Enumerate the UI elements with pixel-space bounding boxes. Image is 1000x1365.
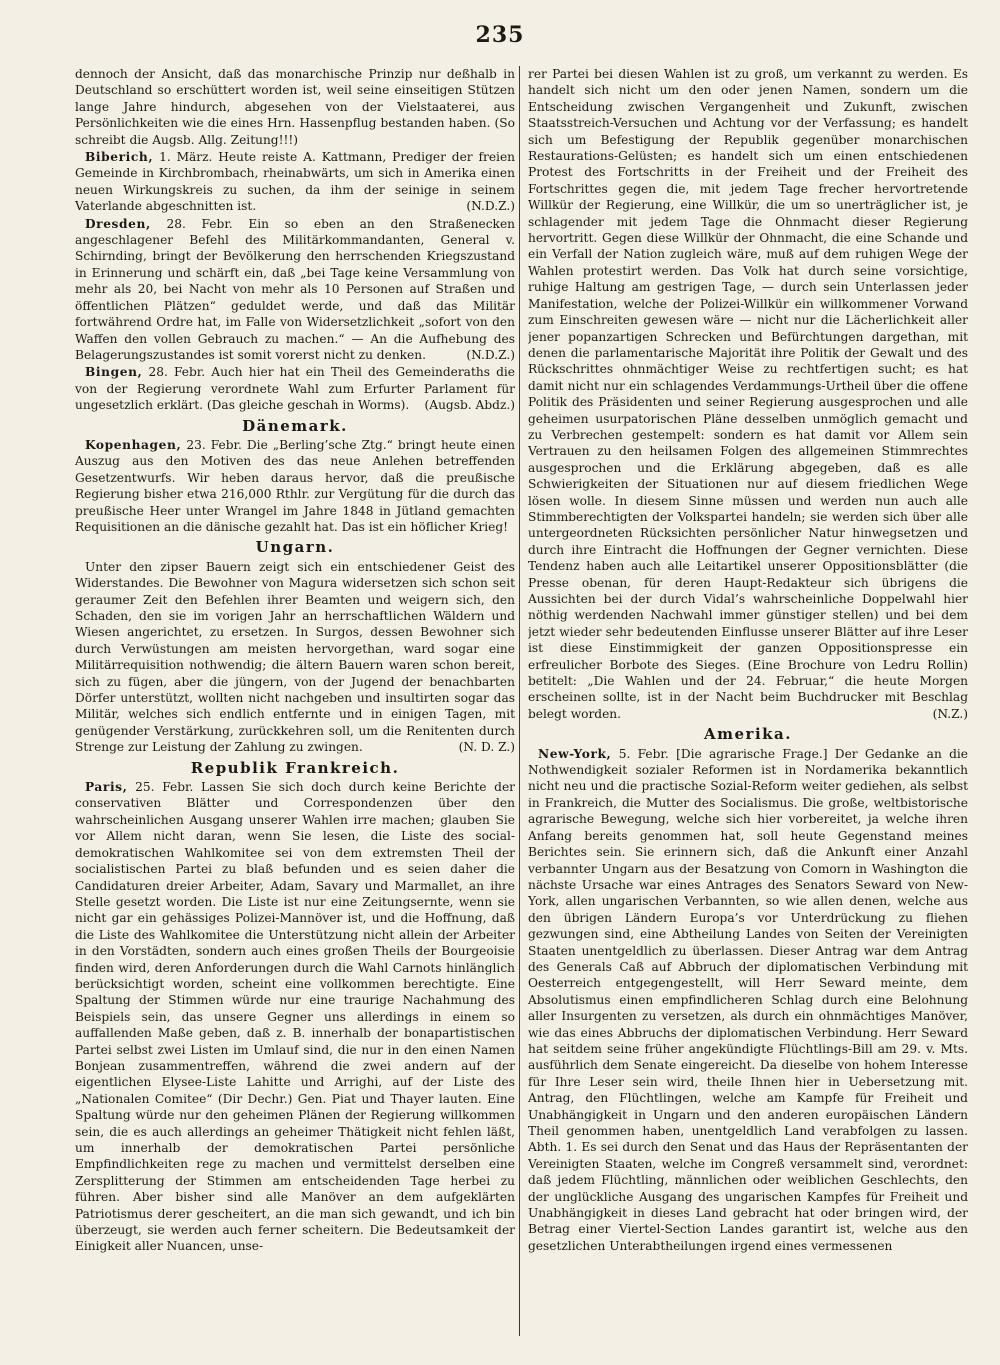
biberich-article bbox=[75, 149, 515, 215]
section-heading-daenemark: Dänemark. bbox=[242, 416, 348, 435]
newyork-article bbox=[528, 746, 968, 1255]
dateline-place: New-York, bbox=[538, 746, 612, 761]
article-text: 28. Febr. Ein so eben an den Straßenecken angeschlagener Befehl des Militärkommandanten, General v. Schirnding, bringt der Bevölkerung den herrschenden Kriegszustand in Erinnerung und schärft ein, daß „bei Tage keine Versammlung von mehr als 20, bei Nacht von mehr als 10 Personen auf Straßen und öffentlichen Plätzen“ geduldet werde, und daß das Militär fortwährend Ordre hat, im Falle von Widersetzlichkeit „sofort von den Waffen den vollen Gebrauch zu machen.“ — An die Aufhebung des Belagerungszustandes ist somit vorerst nicht zu denken. bbox=[75, 216, 515, 362]
article-text: 1. März. Heute reiste A. Kattmann, Prediger der freien Gemeinde in Kirchbrombach, rheinabwärts, um sich in Amerika einen neuen Wirkungskreis zu suchen, da ihm der seinige in seinem Vaterlande abgeschnitten ist. bbox=[75, 150, 515, 214]
dateline-place: Kopenhagen, bbox=[85, 437, 182, 452]
article-text: rer Partei bei diesen Wahlen ist zu groß, um verkannt zu werden. Es handelt sich nicht um den oder jenen Namen, sondern um die Entscheidung zwischen Vergangenheit und Zukunft, zwischen Staatsstreich-Versuchen und Achtung vor der Verfassung; es handelt sich um Befestigung der Republik gegenüber monarchischen Restaurations-Gelüsten; es handelt sich um einen entschiedenen Protest des Fortschritts in der Freiheit und der Freiheit des Fortschrittes gegen die, mit jedem Tage frecher hervortretende Willkür der Regierung, eine Willkür, die um so unerträglicher ist, je schlagender mit jedem Tage die Ohnmacht dieser Regierung hervortritt. Gegen diese Willkür der Ohnmacht, die eine Schande und ein Verfall der Nation zugleich wäre, muß auf dem ruhigen Wege der Wahlen protestirt werden. Das Volk hat durch seine vorsichtige, ruhige Haltung am gestrigen Tage, — durch sein Unterlassen jeder Manifestation, welche der Polizei-Willkür ein willkommener Vorwand zum Einschreiten gewesen wäre — nicht nur die Lächerlichkeit aller jener popanzartigen Schrecken und Befürchtungen dargethan, mit denen die parlamentarische Majorität ihre Politik der Gewalt und des Rückschrittes ohnmächtiger Weise zu rechtfertigen sucht; es hat damit nicht nur ein schlagendes Verdammungs-Urtheil über die offene Politik des Präsidenten und seiner Regierung ausgesprochen und alle geheimen usurpatorischen Pläne desselben unmöglich gemacht und zu Verbrechen gestempelt: sondern es hat damit vor Allem sein Vertrauen zu den heilsamen Folgen des allgemeinen Stimmrechtes ausgesprochen und die Erklärung abgegeben, daß es alle Schwierigkeiten der Situationen nur auf diesem friedlichen Wege lösen wolle. In diesem Sinne müssen und werden nun auch alle Stimmberechtigten der Volkspartei handeln; sie werden sich über alle untergeordneten Rücksichten persönlicher Natur hinwegsetzen und durch ihre Eintracht die Hoffnungen der Gegner vernichten. Diese Tendenz haben auch alle Leitartikel unserer Oppositionsblätter (die Presse obenan, für deren Haupt-Redakteur sich übrigens die Aussichten bei der durch Vidal’s wahrscheinliche Doppelwahl hier nöthig werdenden Nachwahl immer günstiger stellen) und bei dem jetzt wieder sehr bedeutenden Einflusse unserer Blätter auf ihre Leser ist diese Einstimmigkeit der ganzen Oppositionspresse ein erfreulicher Borbote des Sieges. (Eine Brochure von Ledru Rollin) betitelt: „Die Wahlen und der 24. Februar,“ die heute Morgen erscheinen sollte, ist in der Nacht beim Buchdrucker mit Beschlag belegt worden. bbox=[528, 67, 968, 721]
ungarn-article bbox=[75, 559, 515, 756]
dateline-place: Biberich, bbox=[85, 150, 154, 165]
article-source: (Augsb. Abdz.) bbox=[424, 398, 515, 413]
article-source: (N. D. Z.) bbox=[458, 740, 515, 755]
article-text: Unter den zipser Bauern zeigt sich ein entschiedener Geist des Widerstandes. Die Bewohner von Magura widersetzen sich schon seit geraumer Zeit den Befehlen ihrer Beamten und weigern sich, den Schaden, den sie im vorigen Jahr an herrschaftlichen Wäldern und Wiesen angerichtet, zu ersetzen. In Surgos, dessen Bewohner sich durch Verwüstungen am meisten hervorgethan, ward sogar eine Militärrequisition nothwendig; die ältern Bauern waren schon bereit, sich zu fügen, aber die jüngern, von der Jugend der benachbarten Dörfer unterstützt, wollten nicht nachgeben und insultirten sogar das Militär, welches sich endlich entfernte und in einigen Tagen, mit genügender Verstärkung, zurückkehren soll, um die Renitenten durch Strenge zur Leistung der Zahlung zu zwingen. bbox=[75, 559, 515, 755]
right-column bbox=[528, 66, 968, 1346]
left-continuation-paragraph: dennoch der Ansicht, daß das monarchische Prinzip nur deßhalb in Deutschland so erschüttert worden ist, weil seine einseitigen Stützen lange Jahre hindurch, abgesehen von der Vielstaaterei, aus Persönlichkeiten wie die eines Hrn. Hassenpflug bestanden haben. (So schreibt die Augsb. Allg. Zeitung!!!) bbox=[75, 67, 515, 147]
article-text: 28. Febr. Auch hier hat ein Theil des Gemeinderaths die von der Regierung verordnete Wahl zum Erfurter Parlament für ungesetzlich erklärt. (Das gleiche geschah in Worms). bbox=[75, 365, 515, 413]
right-continuation-paragraph bbox=[528, 66, 968, 722]
left-column bbox=[75, 66, 515, 1346]
page-number: 235 bbox=[475, 22, 525, 48]
dateline-place: Dresden, bbox=[85, 216, 151, 231]
article-source: (N.D.Z.) bbox=[466, 347, 515, 362]
section-heading-frankreich: Republik Frankreich. bbox=[190, 758, 400, 777]
bingen-article bbox=[75, 364, 515, 413]
dateline-place: Bingen, bbox=[85, 365, 143, 380]
article-text: 5. Febr. [Die agrarische Frage.] Der Gedanke an die Nothwendigkeit sozialer Reformen ist in Nordamerika bekanntlich nicht neu und die practische Sozial-Reform weiter gediehen, als selbst in Frankreich, die Mutter des Socialismus. Die große, weltbistorische agrarische Bewegung, welche sich hier vorbereitet, ja welche ihren Anfang bereits genommen hat, soll heute Gegenstand meines Berichtes sein. Sie erinnern sich, daß die Ankunft einer Anzahl verbannter Ungarn aus der Besatzung von Comorn in Washington die nächste Ursache war eines Antrages des Senators Seward von New-York, allen ungarischen Verbannten, so wie allen denen, welche aus den übrigen Ländern Europa’s vor Unterdrückung zu fliehen gezwungen sind, eine Abtheilung Landes von Seiten der Vereinigten Staaten unentgeldlich zu überlassen. Dieser Antrag war dem Antrag des Generals Caß auf Abbruch der diplomatischen Verbindung mit Oesterreich entgegengestellt, will Herr Seward meinte, dem Absolutismus einen empfindlicheren Schlag durch eine Belohnung aller Insurgenten zu versetzen, als durch ein ohnmächtiges Manöver, wie das eines Abbruchs der diplomatischen Verbindung. Herr Seward hat seitdem seine früher angekündigte Flüchtlings-Bill am 29. v. Mts. ausführlich dem Senate eingereicht. Da dieselbe von hohem Interesse für Ihre Leser sein wird, theile Ihnen hier in Uebersetzung mit. Antrag, den Flüchtlingen, welche am Kampfe für Freiheit und Unabhängigkeit in Ungarn und den anderen europäischen Ländern Theil genommen haben, unentgeldlich Land verabfolgen zu lassen. Abth. 1. Es sei durch den Senat und das Haus der Repräsentanten der Vereinigten Staaten, welche im Congreß versammelt sind, verordnet: daß jedem Flüchtling, männlichen oder weiblichen Geschlechts, den der unglückliche Ausgang des ungarischen Kampfes für Freiheit und Unabhängigkeit in dieses Land gebracht hat oder bringen wird, der Betrag einer Viertel-Section Landes garantirt ist, welche aus den gesetzlichen Unterabtheilungen irgend eines vermessenen bbox=[528, 746, 968, 1253]
article-source: (N.D.Z.) bbox=[466, 199, 515, 214]
column-divider bbox=[519, 66, 520, 1336]
dateline-place: Paris, bbox=[85, 780, 128, 795]
kopenhagen-article bbox=[75, 437, 515, 535]
paris-article bbox=[75, 779, 515, 1255]
section-heading-amerika: Amerika. bbox=[704, 725, 792, 744]
section-heading-ungarn: Ungarn. bbox=[255, 538, 335, 557]
article-source: (N.Z.) bbox=[932, 706, 968, 721]
article-text: 23. Febr. Die „Berling’sche Ztg.“ bringt heute einen Auszug aus den Motiven des das neue Anlehen betreffenden Gesetzentwurfs. Wir heben daraus hervor, daß die preußische Regierung bisher etwa 216,000 Rthlr. zur Vergütung für die durch das preußische Heer unter Wrangel im Jahre 1848 in Jütland gemachten Requisitionen an die dänische gezahlt hat. Das ist ein höflicher Krieg! bbox=[75, 437, 515, 534]
article-text: 25. Febr. Lassen Sie sich doch durch keine Berichte der conservativen Blätter und Correspondenzen über den wahrscheinlichen Ausgang unserer Wahlen irre machen; glauben Sie vor Allem nicht daran, wenn Sie lesen, die Liste des social-demokratischen Wahlkomitee sei von dem extremsten Theil der socialistischen Partei zu blaß befunden und es seien daher die Candidaturen dreier Arbeiter, Adam, Savary und Marmallet, an ihre Stelle gesetzt worden. Die Liste ist nur eine Zeitungsernte, wenn sie nicht gar ein gehässiges Polizei-Mannöver ist, und die Hoffnung, daß die Liste des Wahlkomitee die Unterstützung nicht allein der Arbeiter in den Vorstädten, sondern auch eines großen Theils der Bourgeoisie finden wird, deren Anforderungen durch die Wahl Carnots hinlänglich berücksichtigt worden, scheint eine vollkommen berechtigte. Eine Spaltung der Stimmen würde nur eine traurige Nachahmung des Beispiels sein, das unsere Gegner uns allerdings in einem so auffallenden Maße geben, daß z. B. innerhalb der bonapartistischen Partei selbst zwei Listen im Umlauf sind, die nur in den einen Namen Bonjean zusammentreffen, während die zwei andern auf der eigentlichen Elysee-Liste Lahitte und Arrighi, auf der Liste des „Nationalen Comitee“ (Dir Dechr.) Gen. Piat und Thayer lauten. Eine Spaltung würde nur den geheimen Plänen der Regierung willkommen sein, die es auch allerdings an geheimer Thätigkeit nicht fehlen läßt, um innerhalb der demokratischen Partei persönliche Empfindlichkeiten rege zu machen und vermittelst derselben eine Zersplitterung der Stimmen am entscheidenden Tage herbei zu führen. Aber bisher sind alle Manöver an dem aufgeklärten Patriotismus derer gescheitert, an die man sich gewandt, und ich bin überzeugt, sie werden auch ferner scheitern. Die Bedeutsamkeit der Einigkeit aller Nuancen, unse- bbox=[75, 780, 515, 1254]
dresden-article bbox=[75, 216, 515, 364]
